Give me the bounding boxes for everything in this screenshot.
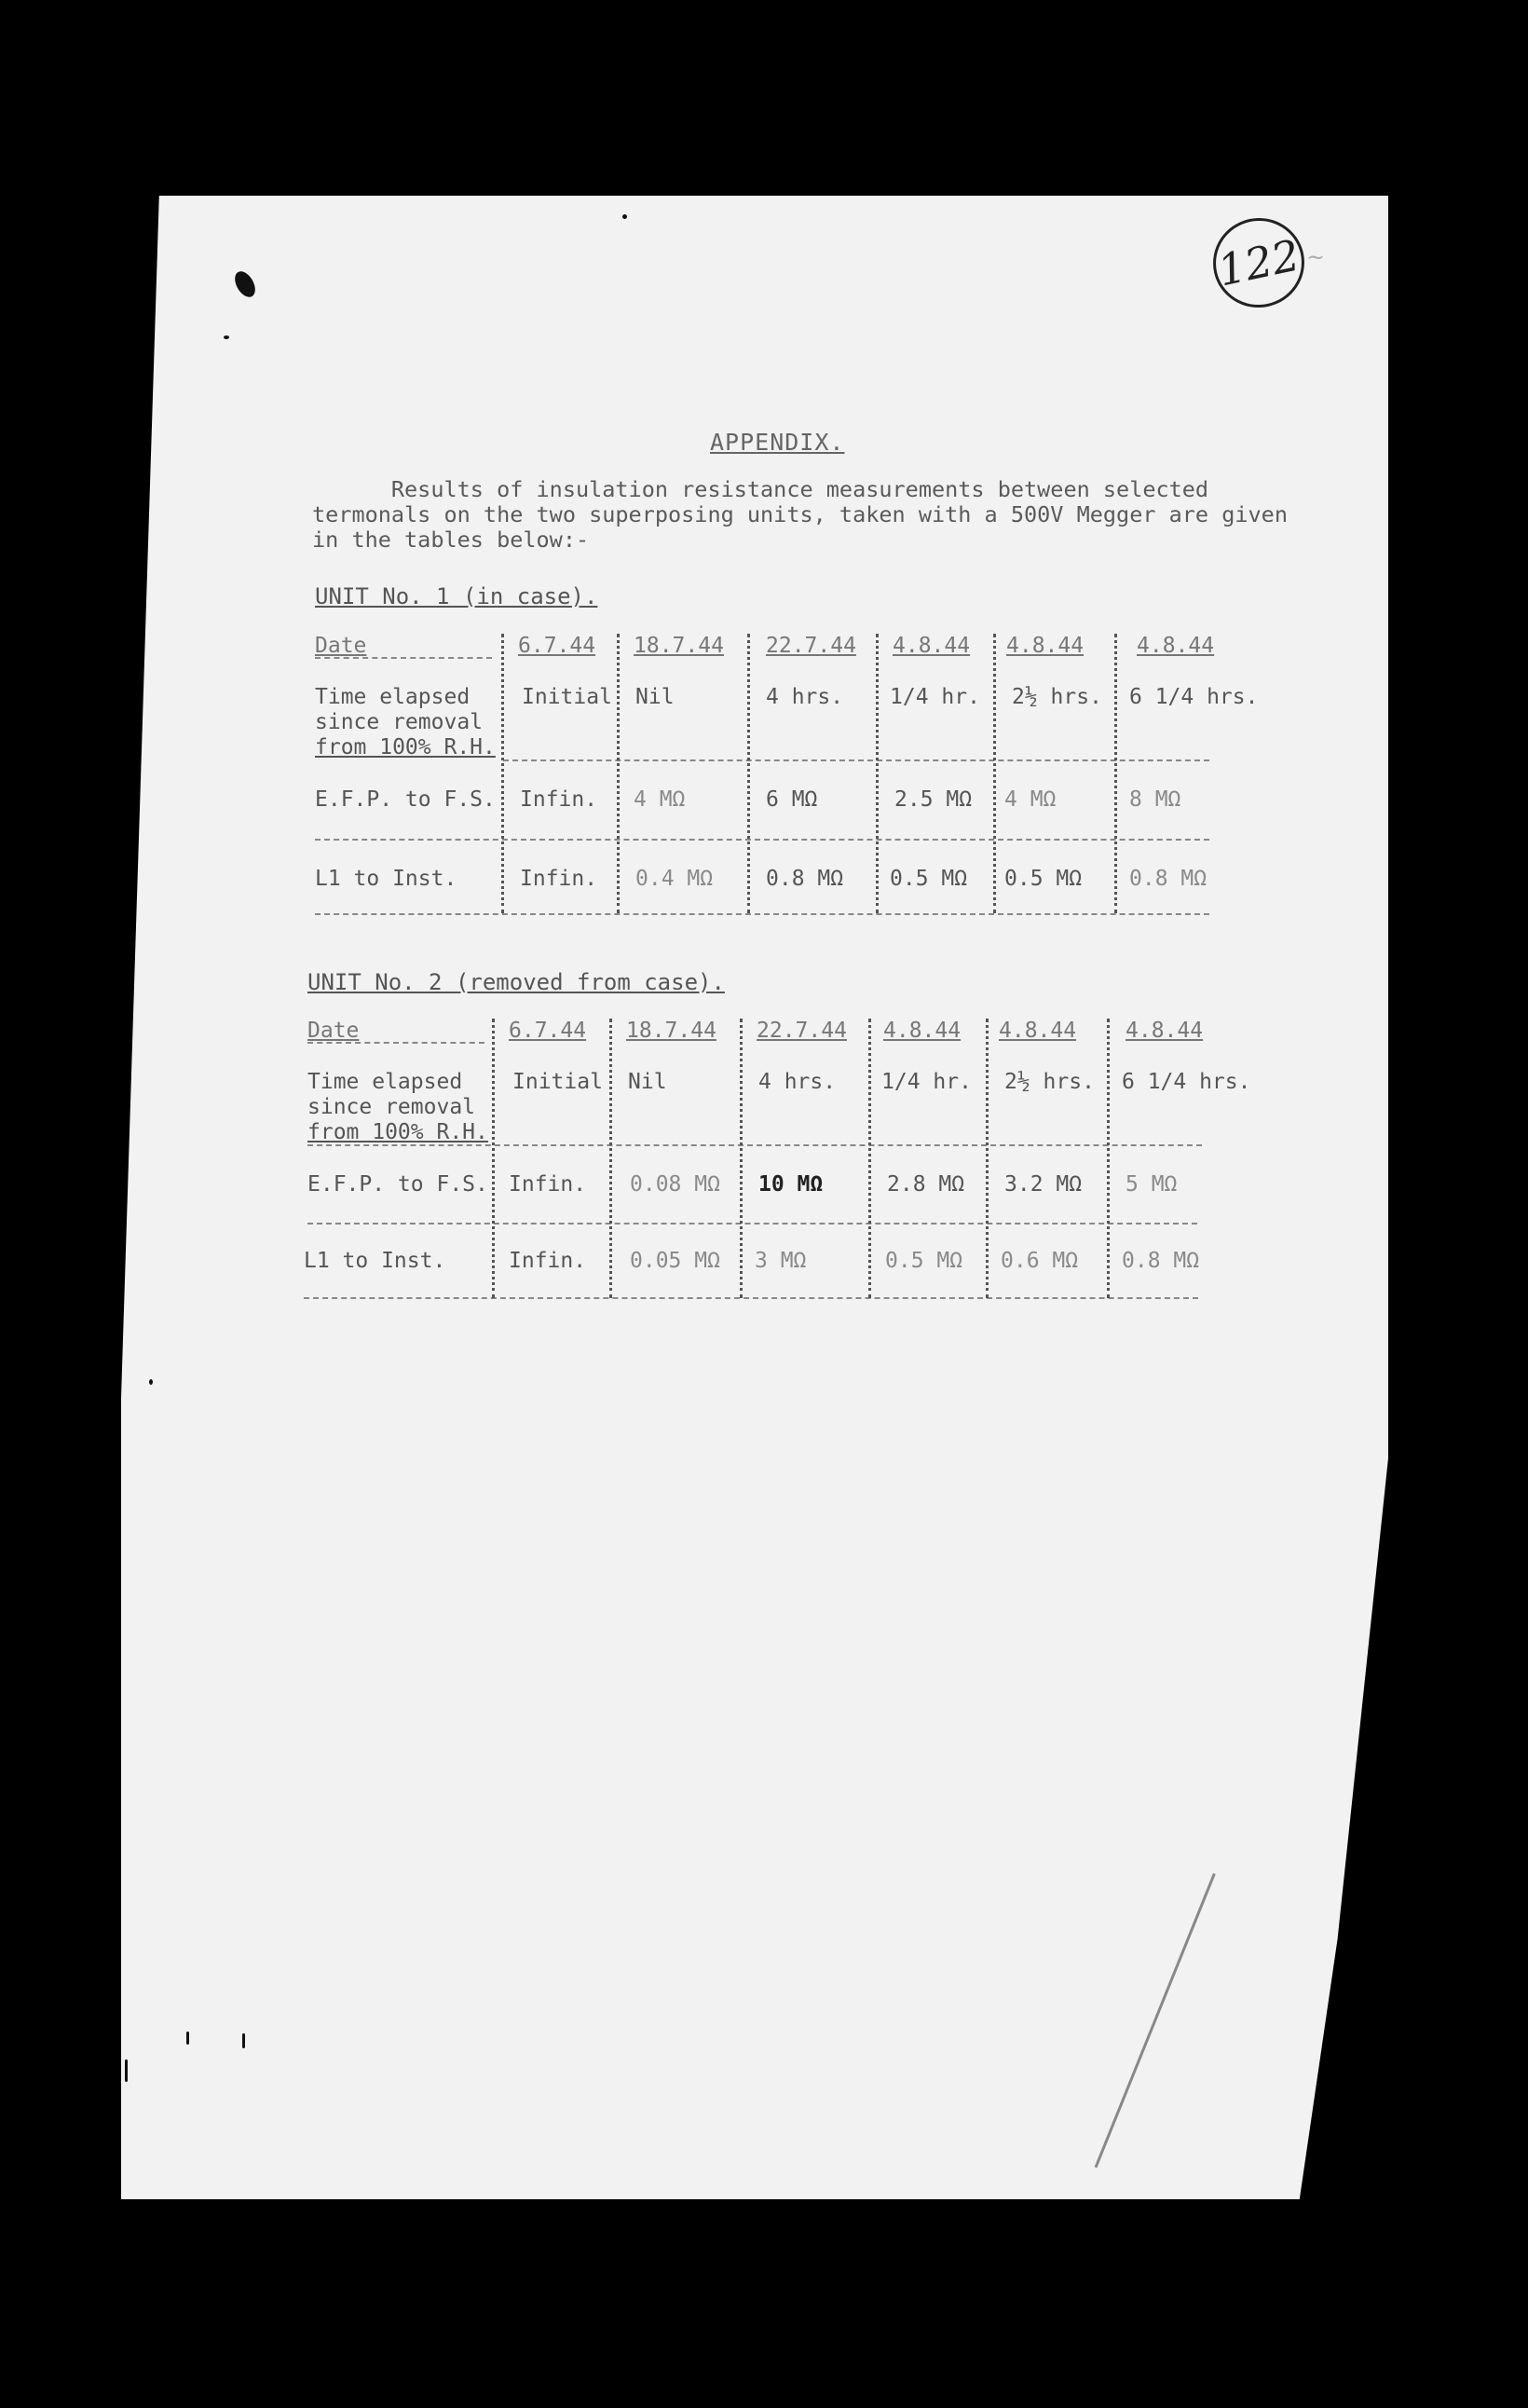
efp-to-fs-label: E.F.P. to F.S. bbox=[307, 1172, 488, 1197]
value-cell: 0.05 MΩ bbox=[630, 1249, 720, 1273]
time-cell: Nil bbox=[635, 685, 675, 709]
value-cell: 2.8 MΩ bbox=[887, 1172, 965, 1197]
unit-2-title: UNIT No. 2 (removed from case). bbox=[307, 969, 725, 995]
date-cell: 6.7.44 bbox=[509, 1019, 587, 1043]
value-cell: 2.5 MΩ bbox=[894, 787, 973, 812]
value-cell: 0.6 MΩ bbox=[1001, 1249, 1079, 1273]
row-rule bbox=[503, 759, 1209, 761]
column-divider bbox=[876, 634, 879, 913]
column-divider bbox=[747, 634, 750, 913]
time-cell: 2½ hrs. bbox=[1012, 685, 1102, 709]
value-cell: 5 MΩ bbox=[1126, 1172, 1178, 1197]
value-cell: 6 MΩ bbox=[766, 787, 818, 812]
ink-dot bbox=[125, 2059, 128, 2082]
folio-number: 122 bbox=[1213, 229, 1304, 296]
column-divider bbox=[492, 1019, 495, 1298]
date-rule bbox=[315, 657, 492, 659]
time-cell: Initial bbox=[512, 1070, 603, 1094]
value-cell: 0.5 MΩ bbox=[1004, 867, 1083, 891]
column-divider bbox=[617, 634, 620, 913]
ink-dot bbox=[242, 2033, 245, 2048]
value-cell: 4 MΩ bbox=[634, 787, 686, 812]
row-rule bbox=[315, 913, 1209, 915]
time-cell: 1/4 hr. bbox=[890, 685, 980, 709]
ink-dot bbox=[186, 2032, 189, 2045]
appendix-heading: APPENDIX. bbox=[710, 429, 845, 456]
time-cell: 6 1/4 hrs. bbox=[1129, 685, 1259, 709]
folio-pencil-mark: ~ bbox=[1306, 244, 1326, 270]
time-cell: 6 1/4 hrs. bbox=[1122, 1070, 1251, 1094]
intro-paragraph: Results of insulation resistance measurements between selected termonals on the two superposing units, taken with a 500V Megger are given in the tables below:- bbox=[312, 476, 1288, 553]
column-divider bbox=[1114, 634, 1117, 913]
date-rule bbox=[307, 1042, 484, 1044]
ink-dot bbox=[622, 214, 627, 219]
time-cell: 4 hrs. bbox=[758, 1070, 837, 1094]
ink-dot bbox=[149, 1379, 153, 1385]
column-divider bbox=[868, 1019, 871, 1298]
value-cell: 0.08 MΩ bbox=[630, 1172, 720, 1197]
column-divider bbox=[501, 634, 504, 913]
date-cell: 4.8.44 bbox=[883, 1019, 962, 1043]
value-cell: 0.5 MΩ bbox=[890, 867, 968, 891]
value-cell: 3 MΩ bbox=[755, 1249, 807, 1273]
time-cell: Nil bbox=[628, 1070, 667, 1094]
row-rule bbox=[315, 839, 1209, 841]
date-cell: 4.8.44 bbox=[999, 1019, 1077, 1043]
date-label: Date bbox=[307, 1019, 360, 1043]
unit-1-title: UNIT No. 1 (in case). bbox=[315, 583, 598, 609]
value-cell: Infin. bbox=[520, 787, 598, 812]
value-cell: 0.8 MΩ bbox=[1129, 867, 1207, 891]
efp-to-fs-label: E.F.P. to F.S. bbox=[315, 787, 496, 812]
ink-dot bbox=[224, 335, 229, 339]
time-elapsed-label: Time elapsed since removal from 100% R.H. bbox=[307, 1070, 488, 1144]
date-cell: 4.8.44 bbox=[1006, 634, 1085, 658]
value-cell: 0.4 MΩ bbox=[635, 867, 714, 891]
value-cell: 10 MΩ bbox=[758, 1172, 824, 1197]
time-elapsed-label: Time elapsed since removal from 100% R.H. bbox=[315, 685, 496, 759]
row-rule bbox=[307, 1144, 1202, 1146]
l1-to-inst-label: L1 to Inst. bbox=[304, 1249, 446, 1273]
time-cell: 4 hrs. bbox=[766, 685, 844, 709]
column-divider bbox=[740, 1019, 743, 1298]
value-cell: 0.8 MΩ bbox=[1122, 1249, 1200, 1273]
time-cell: 1/4 hr. bbox=[881, 1070, 972, 1094]
date-cell: 18.7.44 bbox=[626, 1019, 716, 1043]
row-rule bbox=[304, 1297, 1198, 1299]
column-divider bbox=[993, 634, 996, 913]
column-divider bbox=[609, 1019, 612, 1298]
value-cell: 4 MΩ bbox=[1004, 787, 1057, 812]
date-cell: 4.8.44 bbox=[893, 634, 971, 658]
value-cell: 8 MΩ bbox=[1129, 787, 1181, 812]
value-cell: Infin. bbox=[509, 1249, 587, 1273]
date-label: Date bbox=[315, 634, 367, 658]
value-cell: 0.8 MΩ bbox=[766, 867, 844, 891]
date-cell: 22.7.44 bbox=[766, 634, 856, 658]
column-divider bbox=[986, 1019, 989, 1298]
date-cell: 6.7.44 bbox=[518, 634, 596, 658]
value-cell: Infin. bbox=[509, 1172, 587, 1197]
value-cell: Infin. bbox=[520, 867, 598, 891]
column-divider bbox=[1107, 1019, 1110, 1298]
value-cell: 0.5 MΩ bbox=[885, 1249, 963, 1273]
row-rule bbox=[307, 1223, 1197, 1225]
date-cell: 18.7.44 bbox=[634, 634, 724, 658]
value-cell: 3.2 MΩ bbox=[1004, 1172, 1083, 1197]
l1-to-inst-label: L1 to Inst. bbox=[315, 867, 457, 891]
date-cell: 4.8.44 bbox=[1137, 634, 1215, 658]
time-cell: Initial bbox=[522, 685, 612, 709]
time-cell: 2½ hrs. bbox=[1004, 1070, 1095, 1094]
date-cell: 4.8.44 bbox=[1126, 1019, 1204, 1043]
date-cell: 22.7.44 bbox=[757, 1019, 847, 1043]
